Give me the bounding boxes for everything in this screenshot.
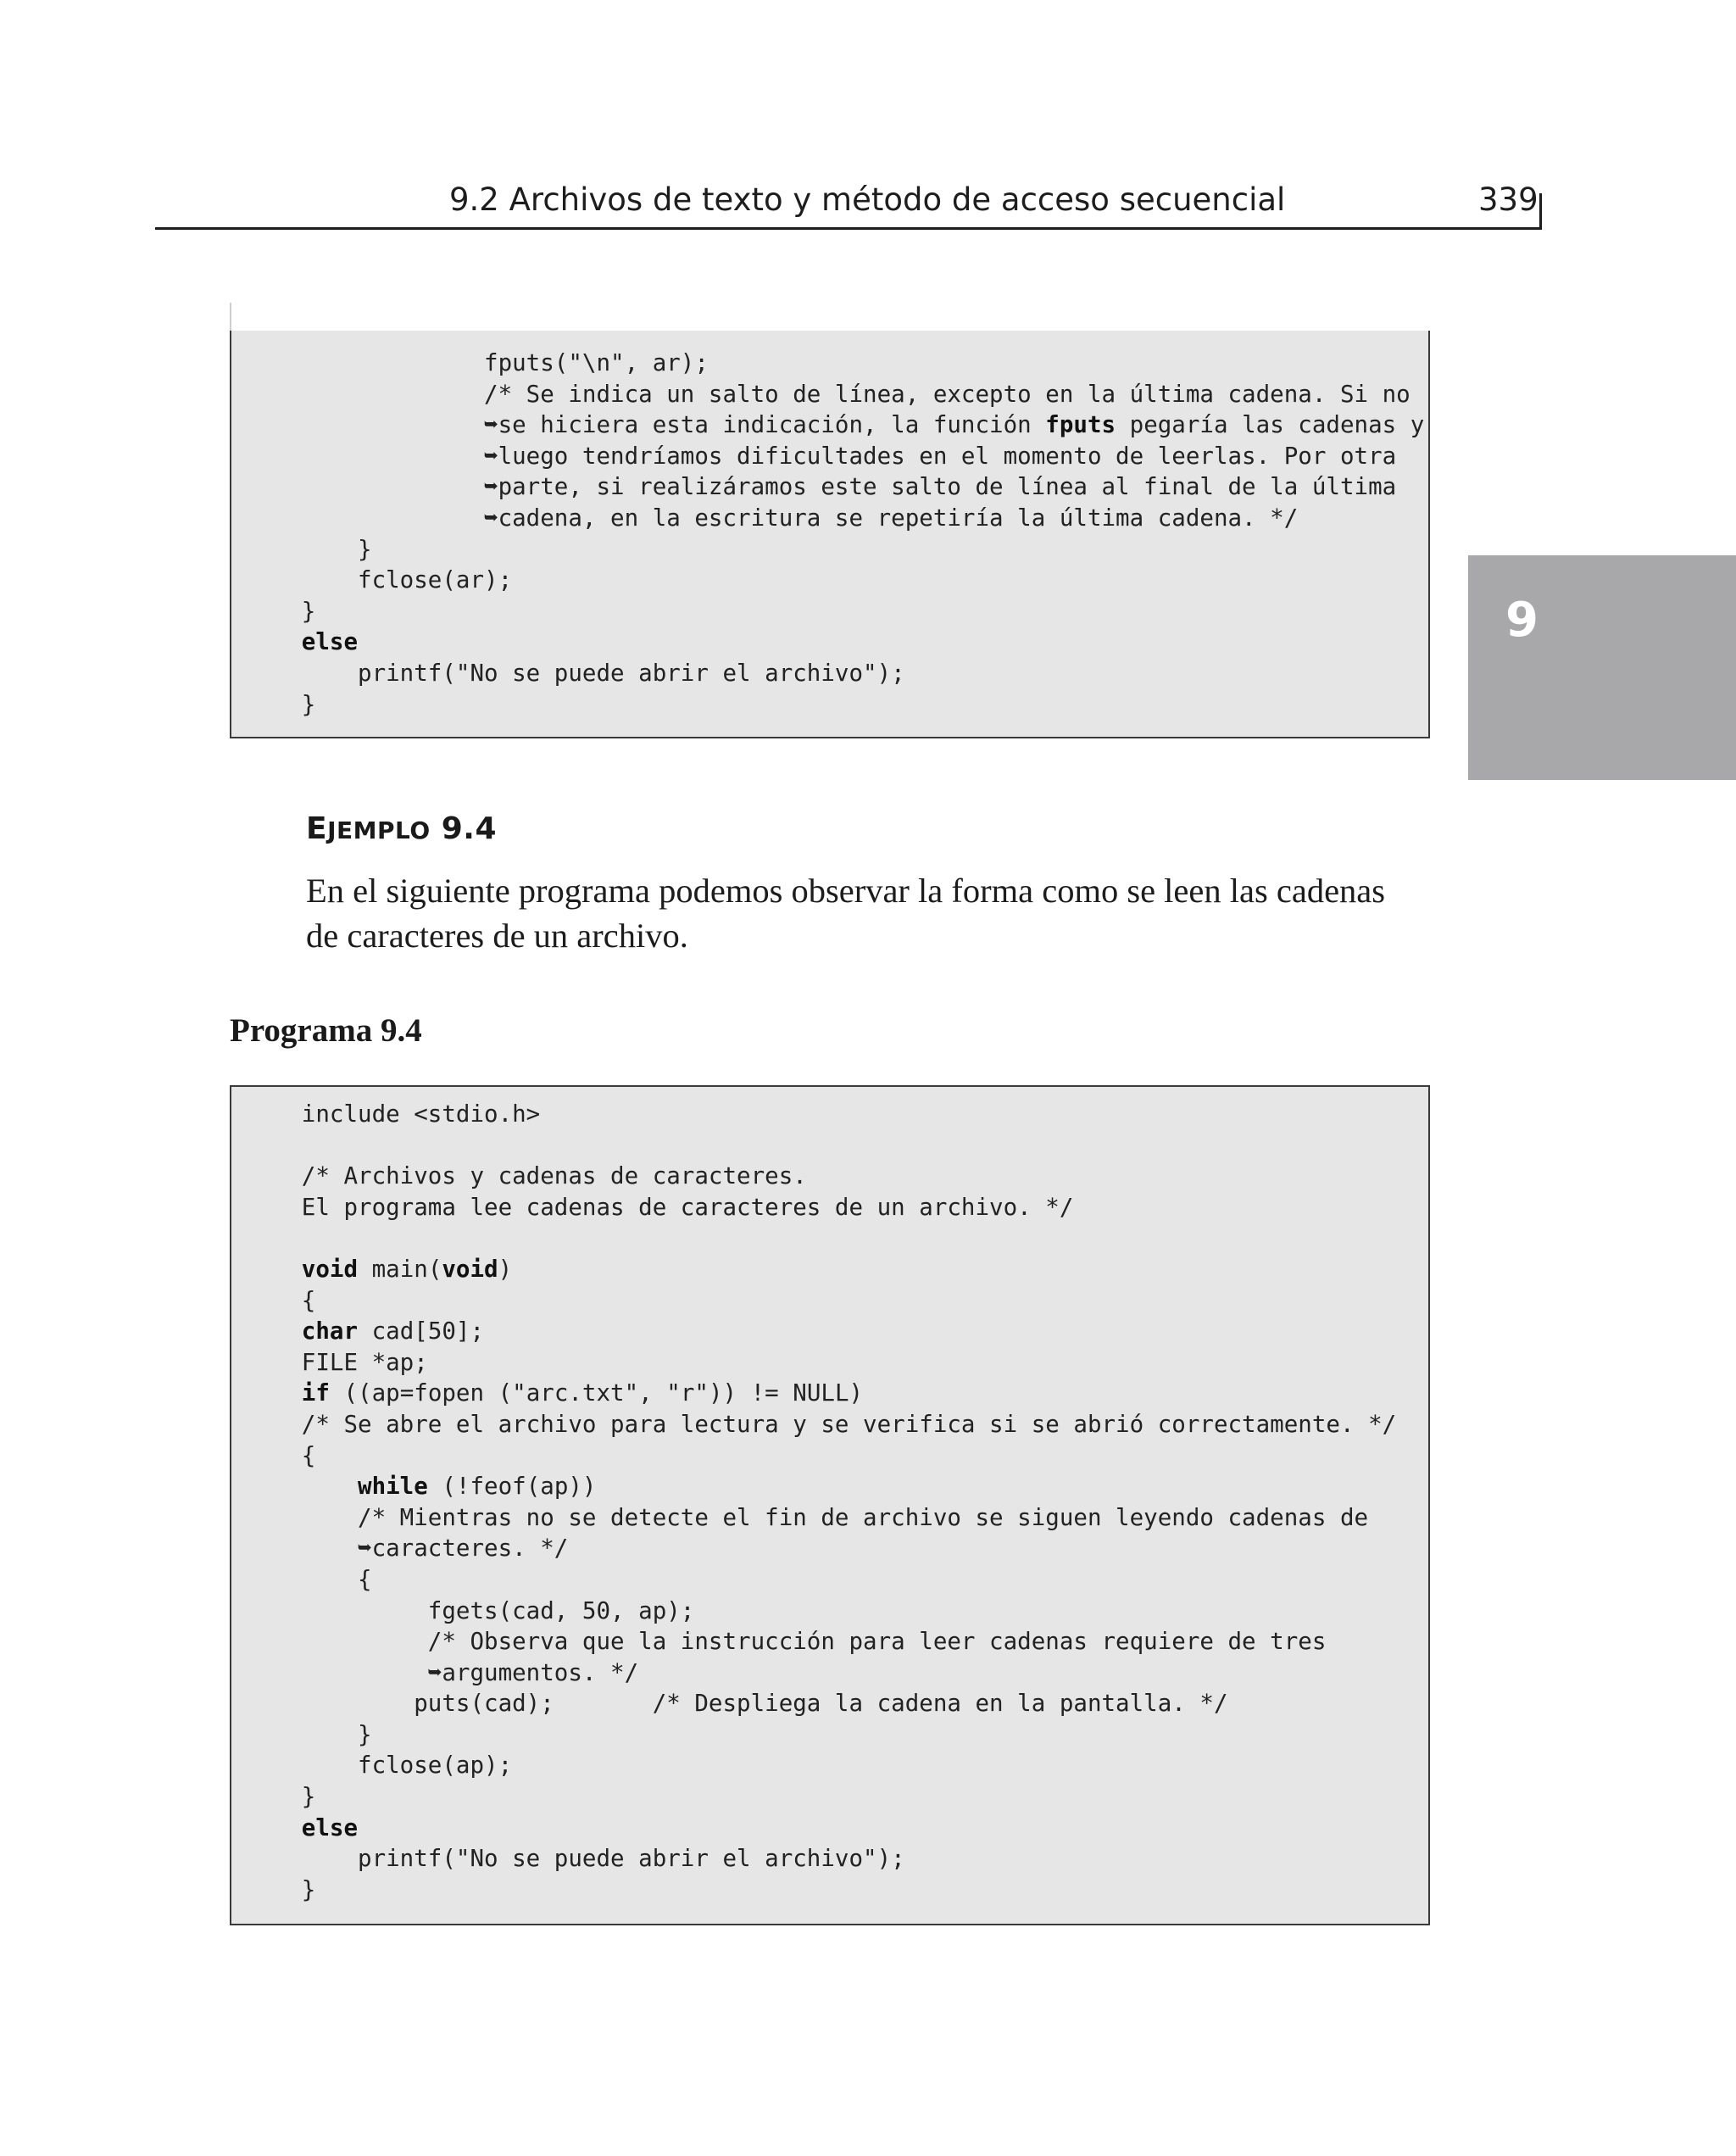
code-keyword: fputs — [1045, 411, 1116, 439]
code-text: { — [231, 1441, 316, 1469]
code-text: } — [231, 1875, 316, 1903]
code-line — [231, 1130, 1396, 1162]
code-line — [231, 1564, 1396, 1596]
code-text: { — [231, 1565, 372, 1593]
code-keyword: void — [301, 1255, 359, 1283]
code-line — [231, 1626, 1396, 1657]
header-tick — [1539, 193, 1542, 230]
code-text: printf("No se puede abrir el archivo"); — [231, 1845, 905, 1873]
code-line — [231, 689, 1424, 721]
code-text: El programa lee cadenas de caracteres de un archivo. */ — [231, 1193, 1074, 1221]
code-text: ➥se hiciera esta indicación, la función — [231, 411, 1046, 439]
code-text: { — [231, 1286, 316, 1314]
code-text: fputs("\n", ar); — [231, 349, 709, 376]
code-line — [231, 1378, 1396, 1409]
code-line — [231, 1843, 1396, 1875]
code-text: ((ap=fopen ("arc.txt", "r")) != NULL) — [329, 1379, 864, 1407]
code-text: ➥argumentos. */ — [231, 1658, 639, 1686]
code-text: printf("No se puede abrir el archivo"); — [231, 659, 905, 687]
code-line — [231, 1875, 1396, 1906]
code-text: } — [231, 535, 372, 563]
code-line — [231, 1813, 1396, 1844]
code-text — [231, 1379, 302, 1407]
code-text: ) — [498, 1255, 513, 1283]
code-line — [231, 1223, 1396, 1254]
code-line — [231, 1192, 1396, 1223]
code-line — [231, 1471, 1396, 1502]
header-title: 9.2 Archivos de texto y método de acceso secuencial — [449, 181, 1286, 218]
code-text: include <stdio.h> — [231, 1100, 541, 1128]
code-text: pegaría las cadenas y — [1116, 411, 1425, 439]
code-line — [231, 1409, 1396, 1440]
code-text: main( — [358, 1255, 442, 1283]
code-text: /* Observa que la instrucción para leer cadenas requiere de tres — [231, 1628, 1327, 1656]
code-line — [231, 1099, 1396, 1130]
code-line — [231, 1502, 1396, 1534]
example-heading: EJEMPLO 9.4 — [306, 811, 497, 846]
code-text: fclose(ap); — [231, 1752, 513, 1780]
code-line — [231, 471, 1424, 503]
code-text: ➥cadena, en la escritura se repetiría la última cadena. */ — [231, 504, 1299, 532]
code-text — [231, 1814, 302, 1841]
code-line — [231, 441, 1424, 472]
code-keyword: else — [301, 628, 359, 656]
code-line — [231, 1347, 1396, 1379]
code-line — [231, 409, 1424, 441]
code-keyword: if — [301, 1379, 330, 1407]
code-keyword: else — [301, 1813, 359, 1841]
code-listing — [231, 348, 1424, 720]
code-keyword: char — [301, 1318, 359, 1345]
code-line — [231, 379, 1424, 410]
code-text: ➥caracteres. */ — [231, 1535, 569, 1563]
code-text: ➥luego tendríamos dificultades en el momento de leerlas. Por otra — [231, 442, 1397, 470]
code-line — [231, 1719, 1396, 1751]
page-number: 339 — [1478, 181, 1538, 218]
code-line — [231, 1533, 1396, 1564]
code-text: } — [231, 1783, 316, 1811]
code-text: /* Se indica un salto de línea, excepto en la última cadena. Si no — [231, 380, 1410, 408]
code-line — [231, 1254, 1396, 1285]
code-line — [231, 503, 1424, 534]
code-line — [231, 565, 1424, 596]
code-line — [231, 596, 1424, 627]
code-line — [231, 534, 1424, 565]
code-text: fgets(cad, 50, ap); — [231, 1596, 695, 1624]
code-text — [231, 1473, 358, 1500]
code-text: FILE *ap; — [231, 1348, 428, 1376]
program-code-block — [230, 1085, 1430, 1925]
code-line — [231, 1440, 1396, 1472]
code-line — [231, 1781, 1396, 1813]
header-rule — [155, 227, 1542, 230]
code-line — [231, 1596, 1396, 1627]
program-title: Programa 9.4 — [230, 1012, 422, 1049]
code-line — [231, 1688, 1396, 1719]
code-line — [231, 627, 1424, 658]
chapter-tab — [1468, 555, 1736, 780]
code-text: /* Archivos y cadenas de caracteres. — [231, 1162, 807, 1190]
code-listing — [231, 1099, 1396, 1905]
code-line — [231, 1161, 1396, 1192]
code-line — [231, 1657, 1396, 1689]
code-text: } — [231, 690, 316, 718]
code-text — [231, 1256, 302, 1283]
code-line — [231, 658, 1424, 689]
code-text: cad[50]; — [358, 1318, 485, 1345]
code-text: } — [231, 597, 316, 625]
code-line — [231, 1316, 1396, 1347]
code-keyword: while — [358, 1473, 428, 1501]
code-text: ➥parte, si realizáramos este salto de línea al final de la última — [231, 473, 1397, 501]
code-keyword: void — [442, 1255, 498, 1283]
code-line — [231, 1750, 1396, 1781]
code-text: puts(cad); /* Despliega la cadena en la pantalla. */ — [231, 1690, 1228, 1718]
code-line — [231, 348, 1424, 379]
example-description: En el siguiente programa podemos observar la forma como se leen las cadenas de caracteres de un archivo. — [306, 872, 1386, 955]
code-text: /* Mientras no se detecte el fin de archivo se siguen leyendo cadenas de — [231, 1503, 1369, 1531]
code-text — [231, 1318, 302, 1345]
code-text: fclose(ar); — [231, 566, 513, 594]
code-text: } — [231, 1720, 372, 1748]
code-text: /* Se abre el archivo para lectura y se verifica si se abrió correctamente. */ — [231, 1410, 1397, 1438]
code-line — [231, 1285, 1396, 1317]
code-box-continuation-edge — [230, 303, 231, 331]
code-block-continued — [230, 331, 1430, 738]
code-text: (!feof(ap)) — [427, 1473, 597, 1501]
code-text — [231, 628, 302, 655]
chapter-number: 9 — [1505, 593, 1538, 648]
